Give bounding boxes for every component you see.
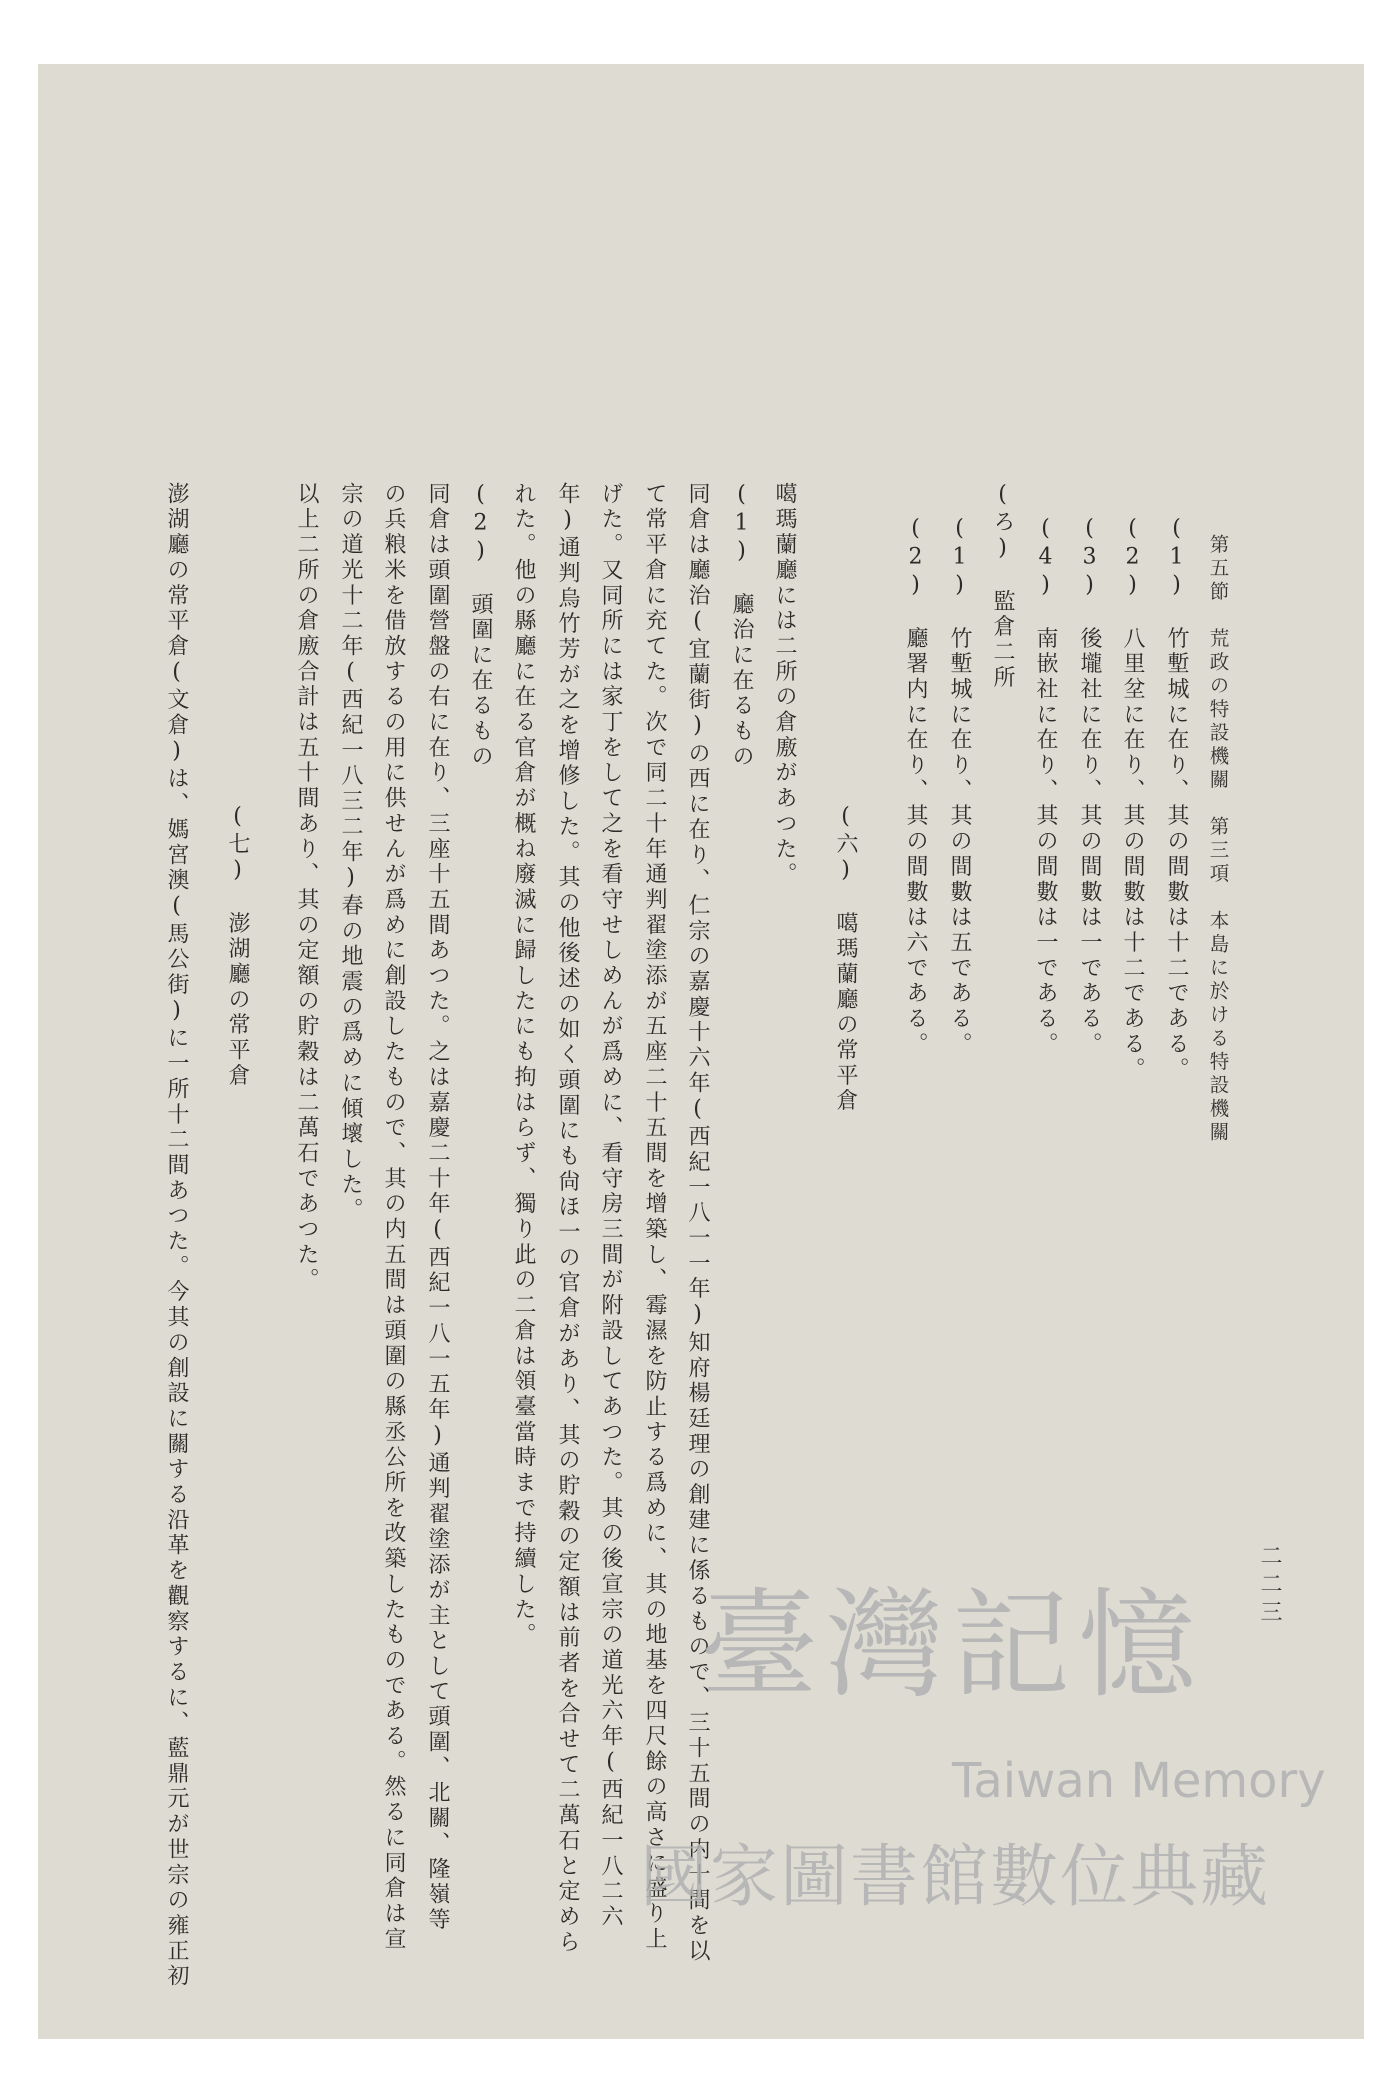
text-line: げた。又同所には家丁をして之を看守せしめんが爲めに、看守房三間が附設してあつた。其の後宣宗の道光六年(西紀一八二六 [598, 482, 623, 1930]
text-line: 澎湖廳の常平倉(文倉)は、媽宮澳(馬公街)に一所十二間あつた。今其の創設に關する沿革を觀察するに、藍鼎元が世宗の雍正初 [164, 482, 189, 1990]
watermark-english: Taiwan Memory [952, 1753, 1326, 1809]
text-line: て常平倉に充てた。次で同二十年通判翟塗添が五座二十五間を增築し、霉濕を防止する爲めに、其の地基を四尺餘の高さに盛り上 [642, 482, 667, 1953]
text-line: 年)通判烏竹芳が之を增修した。其の他後述の如く頭圍にも尙ほ一の官倉があり、其の貯穀の定額は前者を合せて二萬石と定めら [555, 482, 580, 1956]
text-line: (1) 竹塹城に在り、其の間數は五である。 [947, 516, 972, 1058]
text-line: 同倉は頭圍營盤の右に在り、三座十五間あつた。之は嘉慶二十年(西紀一八一五年)通判翟塗添が主として頭圍、北關、隆嶺等 [425, 482, 450, 1933]
watermark-chinese-logo: 臺灣記憶 [700, 1576, 1205, 1714]
subsection-heading: (2) 頭圍に在るもの [468, 482, 493, 770]
text-line: 同倉は廳治(宜蘭街)の西に在り、仁宗の嘉慶十六年(西紀一八一一年)知府楊廷理の創建に係るもので、三十五間の内十間を以 [685, 482, 710, 1965]
text-line: れた。他の縣廳に在る官倉が概ね廢滅に歸したにも拘はらず、獨り此の二倉は領臺當時まで持續した。 [511, 482, 536, 1649]
section-heading: (ろ) 監倉二所 [990, 482, 1015, 691]
text-line: (1) 竹塹城に在り、其の間數は十二である。 [1164, 516, 1189, 1083]
text-line: (2) 廳署内に在り、其の間數は六である。 [903, 516, 928, 1058]
page-number: 二二三 [1257, 1544, 1282, 1628]
text-line: (4) 南嵌社に在り、其の間數は一である。 [1033, 516, 1058, 1058]
text-line: の兵粮米を借放するの用に供せんが爲めに創設したもので、其の内五間は頭圍の縣丞公所を改築したものである。然るに同倉は宣 [381, 482, 406, 1953]
watermark [640, 1575, 1340, 1915]
text-line: 噶瑪蘭廳には二所の倉廒があつた。 [772, 482, 797, 888]
section-heading: (六) 噶瑪蘭廳の常平倉 [833, 804, 858, 1115]
text-line: (3) 後壠社に在り、其の間數は一である。 [1077, 516, 1102, 1058]
subsection-heading: (1) 廳治に在るもの [729, 482, 754, 770]
text-line: 以上二所の倉廒合計は五十間あり、其の定額の貯穀は二萬石であつた。 [294, 482, 319, 1294]
watermark-library: 國家圖書館數位典藏 [640, 1838, 1271, 1917]
section-heading: (七) 澎湖廳の常平倉 [225, 804, 250, 1089]
running-header: 第五節 荒政の特設機關 第三項 本島に於ける特設機關 [1206, 534, 1230, 1145]
text-line: 宗の道光十二年(西紀一八三二年)春の地震の爲めに傾壞した。 [338, 482, 363, 1224]
text-line: (2) 八里坌に在り、其の間數は十二である。 [1120, 516, 1145, 1083]
